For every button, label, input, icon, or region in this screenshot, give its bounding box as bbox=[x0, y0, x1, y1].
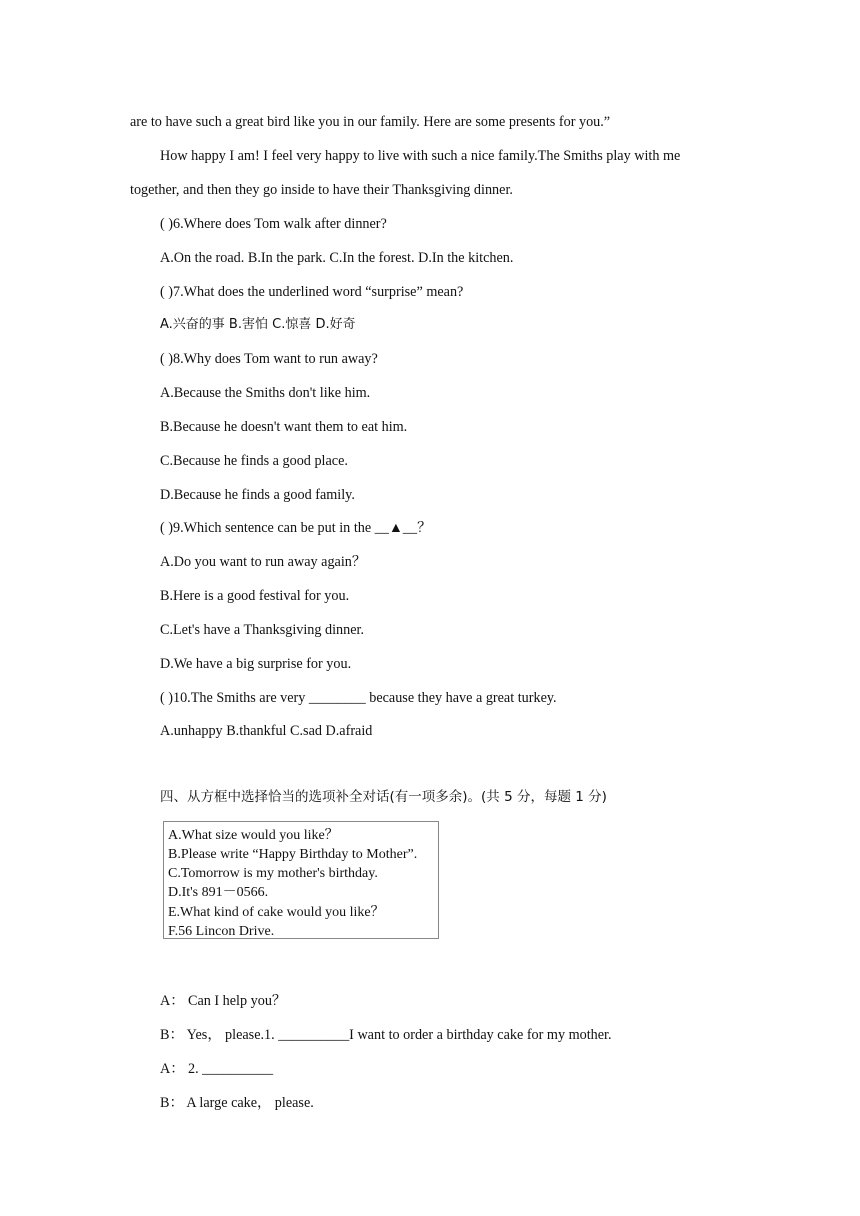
question-7-options: A.兴奋的事 B.害怕 C.惊喜 D.好奇 bbox=[160, 317, 356, 332]
dialogue-line: B： Yes， please.1. __________I want to order a birthday cake for my mother. bbox=[160, 1027, 612, 1043]
box-option: B.Please write “Happy Birthday to Mother”. bbox=[168, 847, 418, 862]
question-8-option: C.Because he finds a good place. bbox=[160, 453, 348, 469]
box-option: A.What size would you like？ bbox=[168, 828, 339, 843]
box-option: D.It's 891－0566. bbox=[168, 885, 269, 900]
question-10-stem: ( )10.The Smiths are very ________ because they have a great turkey. bbox=[160, 690, 557, 706]
passage-line: How happy I am! I feel very happy to live with such a nice family.The Smiths play with me bbox=[160, 148, 681, 164]
question-9-stem: ( )9.Which sentence can be put in the __▲__？ bbox=[160, 520, 432, 536]
dialogue-line: A： 2. __________ bbox=[160, 1061, 274, 1077]
question-6-options: A.On the road. B.In the park. C.In the forest. D.In the kitchen. bbox=[160, 250, 514, 266]
box-option: C.Tomorrow is my mother's birthday. bbox=[168, 866, 378, 881]
question-8-stem: ( )8.Why does Tom want to run away? bbox=[160, 351, 378, 367]
question-9-option: C.Let's have a Thanksgiving dinner. bbox=[160, 622, 365, 638]
question-8-option: D.Because he finds a good family. bbox=[160, 487, 355, 503]
question-7-stem: ( )7.What does the underlined word “surprise” mean? bbox=[160, 284, 464, 300]
question-9-option: B.Here is a good festival for you. bbox=[160, 588, 350, 604]
options-box bbox=[163, 821, 439, 939]
box-option: F.56 Lincon Drive. bbox=[168, 924, 275, 939]
question-9-option: A.Do you want to run away again？ bbox=[160, 554, 367, 570]
question-8-option: A.Because the Smiths don't like him. bbox=[160, 385, 371, 401]
question-6-stem: ( )6.Where does Tom walk after dinner? bbox=[160, 216, 387, 232]
box-option: E.What kind of cake would you like？ bbox=[168, 905, 385, 920]
question-9-option: D.We have a big surprise for you. bbox=[160, 656, 352, 672]
dialogue-line: A： Can I help you？ bbox=[160, 993, 287, 1009]
question-10-options: A.unhappy B.thankful C.sad D.afraid bbox=[160, 723, 373, 739]
question-8-option: B.Because he doesn't want them to eat him. bbox=[160, 419, 408, 435]
section-heading: 四、从方框中选择恰当的选项补全对话(有一项多余)。(共 5 分，每题 1 分) bbox=[160, 789, 607, 805]
passage-line: together, and then they go inside to have their Thanksgiving dinner. bbox=[130, 182, 513, 198]
dialogue-line: B： A large cake， please. bbox=[160, 1095, 314, 1111]
passage-line: are to have such a great bird like you in our family. Here are some presents for you.” bbox=[130, 114, 611, 130]
